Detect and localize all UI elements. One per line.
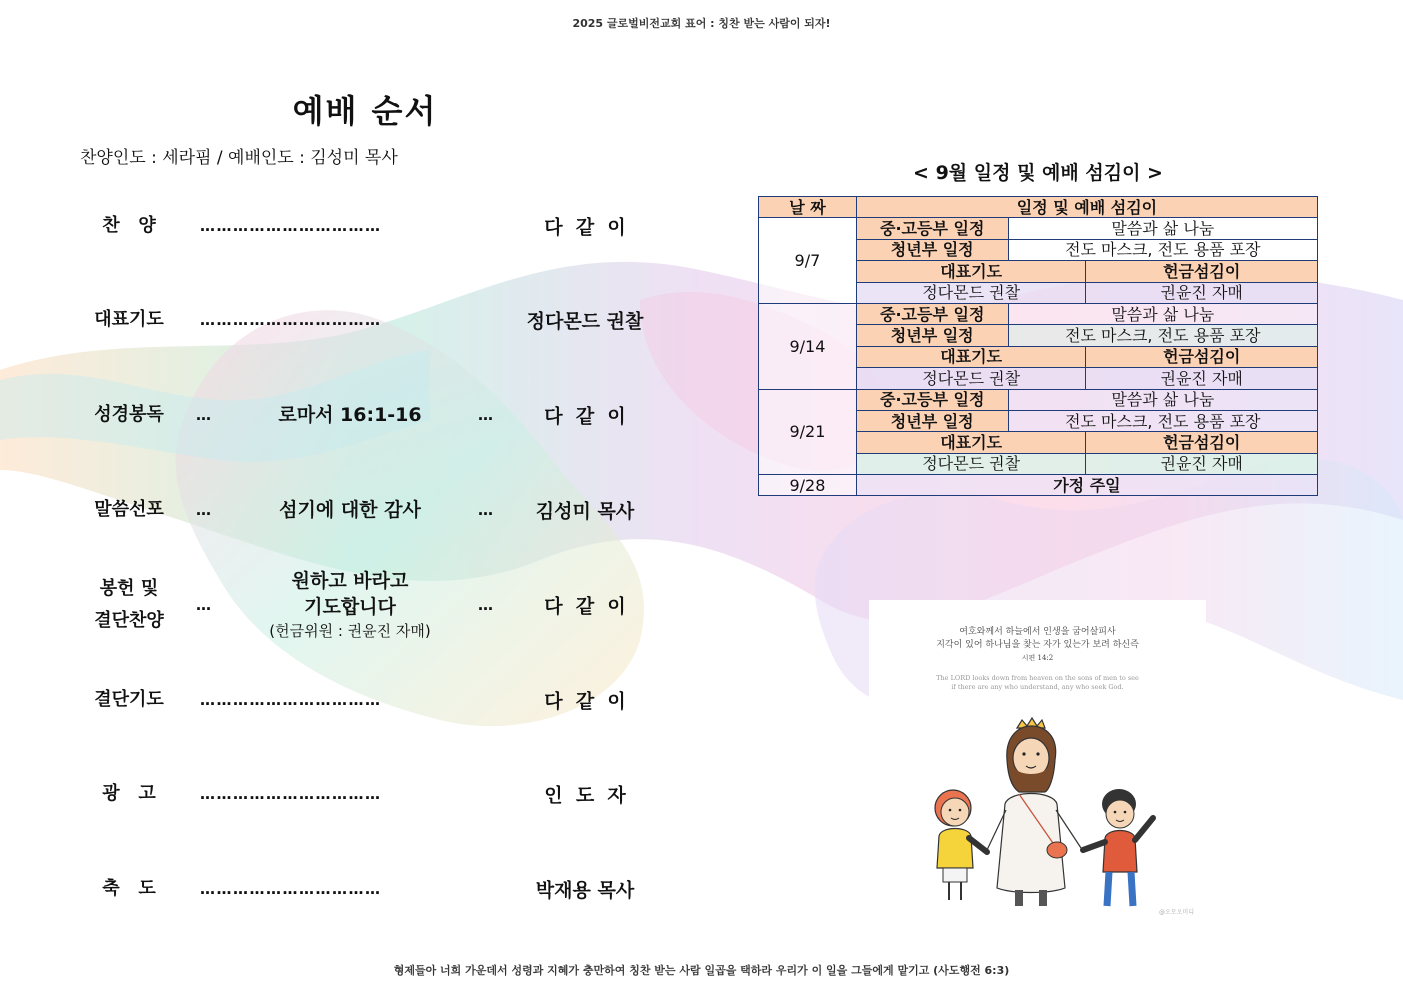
order-label: 찬 양 [102, 215, 156, 236]
order-person: 다 같 이 [544, 690, 626, 713]
scripture-reference: 로마서 16:1-16 [278, 404, 422, 426]
table-row [759, 218, 1318, 239]
verse-line: if there are any who understand, any who seek God. [951, 683, 1124, 691]
offering-hymn [240, 568, 460, 642]
offering-person: 권윤진 자매 [1086, 368, 1318, 389]
middle-high-schedule: 말씀과 삶 나눔 [1008, 389, 1317, 410]
offering-committee: (헌금위원 : 권윤진 자매) [269, 622, 431, 640]
youth-schedule: 전도 마스크, 전도 용품 포장 [1008, 410, 1317, 431]
order-row-scripture [80, 385, 660, 445]
order-person: 김성미 목사 [535, 500, 635, 523]
prayer-person: 정다몬드 권찰 [856, 453, 1086, 474]
prayer-person: 정다몬드 권찰 [856, 282, 1086, 303]
order-label: 말씀선포 [94, 499, 164, 520]
order-person: 인 도 자 [544, 784, 626, 807]
row-label: 헌금섬김이 [1086, 261, 1318, 282]
leader-dots: … [196, 501, 211, 519]
leader-dots: …………………………… [200, 217, 382, 235]
order-row-benediction [80, 859, 660, 919]
row-label: 대표기도 [856, 346, 1086, 367]
girl-figure [935, 790, 987, 900]
order-label: 성경봉독 [94, 404, 164, 425]
row-label: 헌금섬김이 [1086, 346, 1318, 367]
order-row-prayer [80, 290, 660, 350]
row-label: 청년부 일정 [856, 410, 1008, 431]
church-motto: 2025 글로벌비전교회 표어 : 칭찬 받는 사람이 되자! [572, 17, 831, 30]
offering-person: 권윤진 자매 [1086, 282, 1318, 303]
verse-line: 지각이 있어 하나님을 찾는 자가 있는가 보려 하신즉 [936, 640, 1139, 650]
illustration-credit: @오모오미디 [1159, 909, 1194, 916]
order-label-line: 봉헌 및 [99, 578, 159, 599]
order-label: 대표기도 [94, 309, 164, 330]
sermon-title: 섬기에 대한 감사 [279, 499, 421, 521]
order-label: 축 도 [102, 878, 156, 899]
order-label: 결단기도 [94, 689, 164, 710]
order-row-praise [80, 196, 660, 256]
leader-dots: …………………………… [200, 691, 382, 709]
verse-reference: 시편 14:2 [1021, 654, 1054, 662]
order-label-line: 결단찬양 [94, 610, 164, 631]
row-label: 대표기도 [856, 432, 1086, 453]
leader-dots: … [478, 406, 493, 424]
week-date: 9/28 [759, 475, 857, 496]
family-sunday: 가정 주일 [856, 475, 1317, 496]
jesus-with-children-illustration [869, 600, 1206, 920]
row-label: 중·고등부 일정 [856, 389, 1008, 410]
row-label: 중·고등부 일정 [856, 218, 1008, 239]
hymn-title-line: 기도합니다 [304, 596, 396, 618]
middle-high-schedule: 말씀과 삶 나눔 [1008, 218, 1317, 239]
week-date: 9/7 [759, 218, 857, 304]
leader-dots: …………………………… [200, 880, 382, 898]
schedule-table [758, 196, 1318, 496]
bible-verse-footer: 형제들아 너희 가운데서 성령과 지혜가 충만하여 칭찬 받는 사람 일곱을 택하라 우리가 이 일을 그들에게 맡기고 (사도행전 6:3) [393, 964, 1010, 977]
illustration-card [869, 600, 1206, 920]
order-person: 다 같 이 [544, 216, 626, 239]
order-row-closing-prayer [80, 670, 660, 730]
verse-line: The LORD looks down from heaven on the sons of men to see [936, 674, 1139, 682]
table-row [759, 475, 1318, 496]
order-person: 다 같 이 [544, 405, 626, 428]
order-label: 광 고 [102, 783, 156, 804]
order-person: 다 같 이 [544, 595, 626, 618]
header-content: 일정 및 예배 섬김이 [856, 197, 1317, 218]
boy-figure [1083, 789, 1153, 906]
row-label: 대표기도 [856, 261, 1086, 282]
youth-schedule: 전도 마스크, 전도 용품 포장 [1008, 239, 1317, 260]
week-date: 9/14 [759, 303, 857, 389]
page-title: 예배 순서 [292, 92, 438, 130]
table-header-row [759, 197, 1318, 218]
order-label [80, 573, 178, 637]
leader-dots: … [478, 501, 493, 519]
jesus-figure [987, 718, 1081, 906]
order-row-sermon [80, 480, 660, 540]
header-date: 날 짜 [759, 197, 857, 218]
order-row-offering [80, 565, 660, 645]
schedule-title: < 9월 일정 및 예배 섬김이 > [913, 162, 1163, 184]
leader-dots: …………………………… [200, 785, 382, 803]
middle-high-schedule: 말씀과 삶 나눔 [1008, 303, 1317, 324]
leader-dots: … [196, 406, 211, 424]
order-person: 박재용 목사 [535, 879, 635, 902]
row-label: 헌금섬김이 [1086, 432, 1318, 453]
verse-line: 여호와께서 하늘에서 인생을 굽어살피사 [959, 627, 1116, 637]
worship-leaders: 찬양인도 : 세라핌 / 예배인도 : 김성미 목사 [80, 148, 398, 168]
order-person: 정다몬드 권찰 [526, 310, 644, 333]
week-date: 9/21 [759, 389, 857, 475]
leader-dots: … [478, 596, 493, 614]
offering-person: 권윤진 자매 [1086, 453, 1318, 474]
row-label: 중·고등부 일정 [856, 303, 1008, 324]
table-row [759, 389, 1318, 410]
hymn-title-line: 원하고 바라고 [291, 570, 409, 592]
table-row [759, 303, 1318, 324]
prayer-person: 정다몬드 권찰 [856, 368, 1086, 389]
row-label: 청년부 일정 [856, 325, 1008, 346]
order-row-announcements [80, 764, 660, 824]
leader-dots: …………………………… [200, 311, 382, 329]
leader-dots: … [196, 596, 211, 614]
row-label: 청년부 일정 [856, 239, 1008, 260]
youth-schedule: 전도 마스크, 전도 용품 포장 [1008, 325, 1317, 346]
